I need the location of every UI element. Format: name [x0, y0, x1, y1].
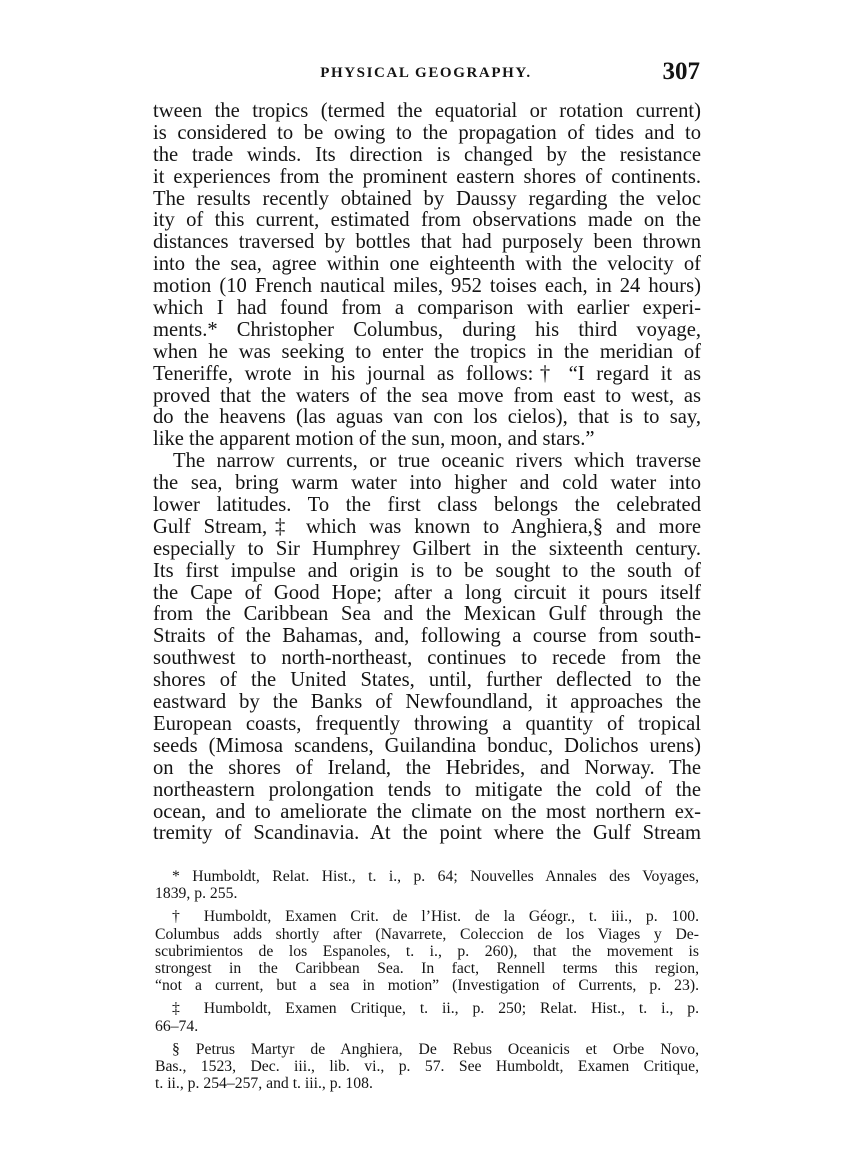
body-line: the trade winds. Its direction is changed by the resistance [153, 143, 701, 166]
body-line: seeds (Mimosa scandens, Guilandina bonduc, Dolichos urens) [153, 734, 701, 757]
body-line: it experiences from the prominent eastern shores of continents. [153, 165, 701, 188]
body-line: is considered to be owing to the propagation of tides and to [153, 121, 701, 144]
body-line: like the apparent motion of the sun, moon, and stars.” [153, 428, 595, 451]
body-line: on the shores of Ireland, the Hebrides, and Norway. The [153, 756, 701, 779]
body-line: tremity of Scandinavia. At the point where the Gulf Stream [153, 822, 701, 845]
body-line: ity of this current, estimated from observations made on the [153, 209, 701, 232]
footnote-line: strongest in the Caribbean Sea. In fact, Rennell terms this region, [155, 959, 699, 977]
body-text [153, 101, 701, 845]
body-line: lower latitudes. To the first class belongs the celebrated [153, 494, 701, 517]
footnote-line: “not a current, but a sea in motion” (Investigation of Currents, p. 23). [155, 977, 699, 995]
body-line: ments.* Christopher Columbus, during his third voyage, [153, 318, 701, 341]
body-line: The narrow currents, or true oceanic rivers which traverse [173, 450, 701, 473]
body-line: Gulf Stream,‡ which was known to Anghiera,§ and more [153, 515, 701, 538]
body-line: European coasts, frequently throwing a quantity of tropical [153, 712, 701, 735]
footnote-line: Columbus adds shortly after (Navarrete, Coleccion de los Viages y De- [155, 925, 699, 943]
body-line: Teneriffe, wrote in his journal as follows:† “I regard it as [153, 362, 701, 385]
footnote-line: * Humboldt, Relat. Hist., t. i., p. 64; Nouvelles Annales des Voyages, [172, 868, 699, 885]
footnote-line: scubrimientos de los Espanoles, t. i., p. 260), that the movement is [155, 942, 699, 960]
footnote-line: ‡ Humboldt, Examen Critique, t. ii., p. 250; Relat. Hist., t. i., p. [172, 1000, 699, 1018]
body-line: eastward by the Banks of Newfoundland, it approaches the [153, 691, 701, 714]
body-line: The results recently obtained by Daussy regarding the veloc [153, 187, 701, 210]
body-line: distances traversed by bottles that had purposely been thrown [153, 231, 701, 254]
footnote-line: 66–74. [155, 1017, 199, 1035]
body-line: motion (10 French nautical miles, 952 toises each, in 24 hours) [153, 275, 701, 298]
body-line: Straits of the Bahamas, and, following a course from south- [153, 625, 701, 648]
footnote-line: Bas., 1523, Dec. iii., lib. vi., p. 57. See Humboldt, Examen Critique, [155, 1057, 699, 1075]
footnote-line: 1839, p. 255. [155, 885, 238, 903]
body-line: tween the tropics (termed the equatorial or rotation current) [153, 100, 701, 122]
body-line: which I had found from a comparison with earlier experi- [153, 297, 701, 320]
body-line: especially to Sir Humphrey Gilbert in the sixteenth century. [153, 537, 701, 560]
body-line: into the sea, agree within one eighteenth with the velocity of [153, 253, 701, 276]
footnote-line: § Petrus Martyr de Anghiera, De Rebus Oceanicis et Orbe Novo, [172, 1040, 699, 1058]
body-line: from the Caribbean Sea and the Mexican Gulf through the [153, 603, 701, 626]
body-line: shores of the United States, until, further deflected to the [153, 669, 701, 692]
body-line: northeastern prolongation tends to mitigate the cold of the [153, 778, 701, 801]
body-line: the Cape of Good Hope; after a long circuit it pours itself [153, 581, 701, 604]
body-line: the sea, bring warm water into higher and cold water into [153, 472, 701, 495]
body-line: when he was seeking to enter the tropics in the meridian of [153, 340, 701, 363]
footnotes [155, 868, 699, 1092]
body-line: Its first impulse and origin is to be sought to the south of [153, 559, 701, 582]
footnote-line: † Humboldt, Examen Crit. de l’Hist. de la Géogr., t. iii., p. 100. [172, 908, 699, 926]
page-header [152, 58, 700, 91]
running-head: PHYSICAL GEOGRAPHY. [320, 65, 532, 81]
body-line: ocean, and to ameliorate the climate on the most northern ex- [153, 800, 701, 823]
footnote-line: t. ii., p. 254–257, and t. iii., p. 108. [155, 1075, 373, 1093]
page-number: 307 [662, 58, 700, 85]
body-line: southwest to north-northeast, continues to recede from the [153, 647, 701, 670]
body-line: do the heavens (las aguas van con los cielos), that is to say, [153, 406, 701, 429]
body-line: proved that the waters of the sea move from east to west, as [153, 384, 701, 407]
